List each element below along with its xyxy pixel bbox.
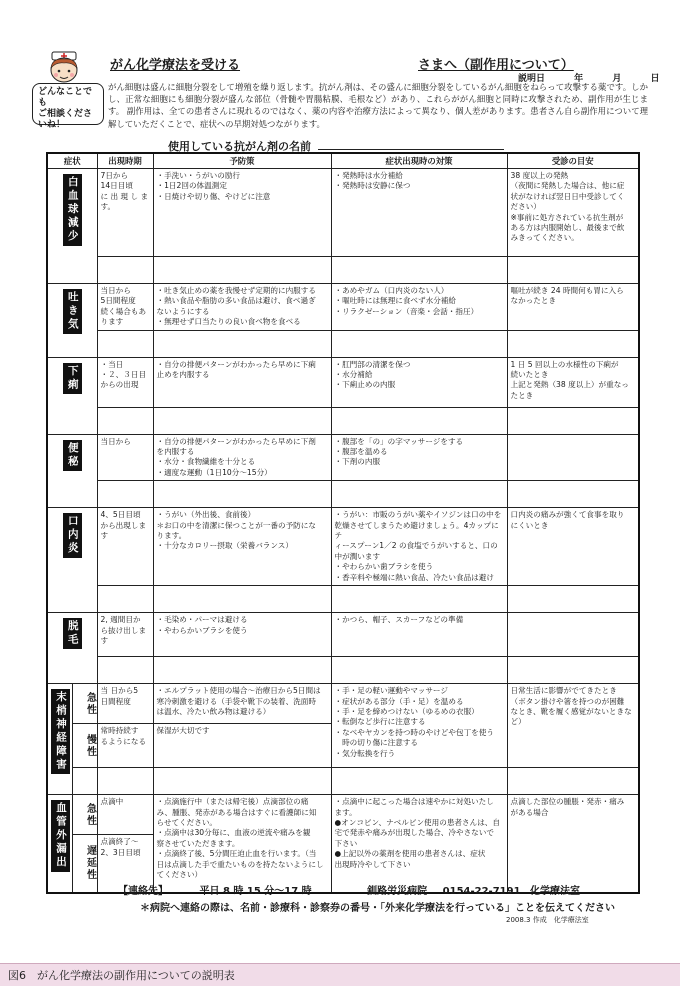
cell-line: ・下剤の内服 (334, 457, 381, 467)
blank-cell[interactable] (153, 407, 331, 434)
cell-line: ります。 (156, 531, 187, 541)
cell-line: ・下痢止めの内服 (334, 380, 396, 390)
cell-line: なかったとき (510, 296, 557, 306)
blank-cell[interactable] (507, 657, 639, 684)
blank-row (47, 657, 639, 684)
blank-cell[interactable] (72, 768, 97, 795)
contact-label: 【連絡先】 (118, 886, 168, 897)
hospital-name: 釧路労災病院 (367, 886, 428, 897)
blank-cell[interactable] (97, 481, 153, 508)
table-body (47, 169, 639, 893)
cell-line: 当日から (100, 286, 131, 295)
blank-cell[interactable] (507, 257, 639, 284)
prevention-cell (153, 284, 331, 331)
cell-line: るようになる (100, 736, 147, 746)
cell-line: ・やわらかいブラシを使う (156, 625, 248, 635)
header-prevention: 予防策 (153, 153, 331, 169)
blank-cell[interactable] (331, 657, 507, 684)
symptom-label: 下痢 (63, 363, 82, 394)
blank-cell[interactable] (331, 257, 507, 284)
prevention-cell (153, 169, 331, 257)
symptom-cell (47, 508, 97, 613)
speech-bubble (32, 83, 104, 130)
blank-row (47, 768, 639, 795)
cell-line: ・症状がある部分（手・足）を温める (334, 696, 464, 706)
header-visit: 受診の目安 (507, 153, 639, 169)
acute-label: 急性 (72, 795, 97, 835)
cell-line: 4、5日目頃 (100, 510, 141, 520)
symptom-cell (47, 357, 97, 434)
symptom-cell (47, 795, 72, 893)
cell-line: ・点滴中は30分毎に、血液の逆流や痛みを観 (156, 828, 311, 838)
blank-cell[interactable] (97, 586, 153, 613)
blank-row (47, 257, 639, 284)
blank-cell[interactable] (331, 407, 507, 434)
symptom-cell (47, 434, 97, 508)
date-year: 年 (574, 74, 584, 84)
cell-line: ・エルプラット使用の場合〜治療日から5日間は (156, 686, 321, 696)
cell-line: ・発熱時は安静に保つ (334, 181, 411, 191)
table-row (47, 284, 639, 331)
cell-line: （ボタン掛けや箸を持つのが困難 (510, 696, 625, 706)
cell-line: 止めを内服する (156, 370, 210, 380)
action-cell (331, 613, 507, 657)
table-row (47, 684, 639, 724)
symptom-label: 吐き気 (63, 289, 82, 334)
cell-line: ・自分の排便パターンがわかったら早めに下剤 (156, 436, 316, 446)
timing-cell (97, 284, 153, 331)
cell-line: 寒冷刺激を避ける（手袋や靴下の装着、洗面時 (156, 696, 316, 706)
blank-cell[interactable] (97, 768, 153, 795)
cell-line: 下さい (334, 838, 358, 848)
cell-line: ある方は内服開始し、最後まで飲 (510, 223, 625, 233)
intro-paragraph: がん細胞は盛んに細胞分裂をして増殖を繰り返します。抗がん剤は、その盛んに細胞分裂をしているがん細胞をねらって攻撃する薬です。しかし、正常な細胞にも細胞分裂が盛んな部位（骨髄や胃腸粘膜、毛根など）があり、これらががん細胞と同時に攻撃されため、副作用が生じます。 副作用は、全ての患者さんに現れるのではなく、薬の内容や治療方法によって異なり、個人差があります。患者さん自ら副作用について理解していただくことで、症状への早期対処つながります。 (108, 82, 648, 129)
visit-cell (507, 684, 639, 768)
title-left: がん化学療法を受ける (110, 58, 241, 73)
symptom-cell (47, 684, 72, 795)
action-cell (331, 508, 507, 586)
cell-line: 5日間程度 (100, 296, 136, 306)
prevention-cell (153, 508, 331, 586)
cell-line: 保湿が大切です (156, 726, 210, 736)
cell-line: 常時持続す (100, 726, 139, 736)
cell-line: ・うがい（外出後、食前後） (156, 510, 256, 520)
nurse-mascot-icon (34, 48, 94, 88)
timing-cell (97, 724, 153, 768)
timing-cell (97, 613, 153, 657)
cell-line: ります (100, 317, 124, 327)
symptom-cell (47, 613, 97, 684)
cell-line: 日は点滴した手で重たいものを持たないようにし (156, 859, 324, 869)
cell-line: たとき (510, 390, 534, 400)
visit-cell (507, 357, 639, 407)
blank-cell[interactable] (153, 330, 331, 357)
visit-cell (507, 434, 639, 481)
cell-line: 上記と発熱（38 度以上）が重なっ (510, 380, 629, 390)
symptom-label: 白血球減少 (63, 174, 82, 246)
date-day: 日 (650, 74, 660, 84)
cell-line: ・嘔吐時には無理に食べず水分補給 (334, 296, 456, 306)
cell-line: ・無理せず口当たりの良い食べ物を食べる (156, 317, 301, 327)
blank-cell[interactable] (507, 481, 639, 508)
action-cell (331, 684, 507, 768)
timing-cell (97, 795, 153, 835)
blank-row (47, 330, 639, 357)
contact-line (118, 882, 580, 897)
cell-line: ●オンコビン、ナベルビン使用の患者さんは、自 (334, 817, 500, 827)
cell-line: 2、3日目頃 (100, 847, 141, 857)
cell-line: ・手洗い・うがいの励行 (156, 171, 241, 180)
blank-cell[interactable] (153, 768, 331, 795)
blank-cell[interactable] (97, 330, 153, 357)
blank-row (47, 586, 639, 613)
title-right: さまへ（副作用について） (418, 58, 574, 73)
chronic-label: 慢性 (72, 724, 97, 768)
timing-cell (97, 684, 153, 724)
cell-line: ・熱い食品や脂肪の多い食品は避け、食べ過ぎ (156, 296, 316, 306)
visit-cell (507, 284, 639, 331)
cell-line: ・水分・食物繊維を十分とる (156, 457, 256, 467)
blank-cell[interactable] (153, 481, 331, 508)
contact-hours: 平日 8 時 15 分〜17 時 (199, 886, 312, 897)
cell-line: なとき、靴を履く感覚がないときな (510, 706, 632, 716)
cell-line: ・点滴終了後、5分間圧迫止血を行います。（当 (156, 849, 317, 859)
prevention-cell (153, 684, 331, 724)
table-row (47, 795, 639, 835)
cell-line: 当 日から5 (100, 686, 139, 696)
symptom-label: 脱毛 (63, 618, 82, 649)
cell-line: にくいとき (510, 520, 549, 530)
cell-line: す (100, 635, 109, 645)
cell-line: す (100, 531, 109, 541)
cell-line: み、腫脹、発赤がある場合はすぐに看護師に知 (156, 807, 317, 817)
table-row (47, 357, 639, 407)
prevention-cell (153, 613, 331, 657)
blank-cell[interactable] (97, 257, 153, 284)
cell-line: てください） (156, 869, 203, 879)
cell-line: ・香辛料や極端に熱い食品、冷たい食品は避け (334, 572, 494, 582)
cell-line: ・腹部を「の」の字マッサージをする (334, 436, 464, 446)
cell-line: ・吐き気止めの薬を我慢せず定期的に内服する (156, 286, 316, 295)
symptom-label: 口内炎 (63, 513, 82, 558)
action-cell (331, 795, 507, 893)
cell-line: ・点滴施行中（または帰宅後）点滴部位の痛 (156, 797, 309, 807)
blank-cell[interactable] (507, 586, 639, 613)
cell-line: ・水分補給 (334, 370, 373, 380)
cell-line: ＊お口の中を清潔に保つことが一番の予防にな (156, 520, 316, 530)
cell-line: ィースプーン1／2 の食塩でうがいすると、口の (334, 541, 498, 551)
cell-line: ・腹部を温める (334, 447, 388, 457)
cell-line: 嘔吐が続き 24 時間何も胃に入ら (510, 286, 624, 295)
cell-line: ・発熱時は水分補給 (334, 171, 403, 180)
cell-line: 7日から (100, 171, 129, 180)
timing-cell (97, 169, 153, 257)
cell-line: ださい） (510, 202, 541, 212)
cell-line: 状がなければ翌日日中受診してく (510, 191, 625, 201)
acute-label: 急性 (72, 684, 97, 724)
prevention-cell (153, 434, 331, 481)
cell-line: 日常生活に影響がでてきたとき (510, 686, 617, 696)
timing-cell (97, 357, 153, 407)
cell-line: 点滴中 (100, 797, 124, 807)
blank-cell[interactable] (331, 481, 507, 508)
cell-line: から出現しま (100, 520, 147, 530)
cell-line: す。 (100, 202, 116, 212)
blank-cell[interactable] (97, 407, 153, 434)
blank-cell[interactable] (507, 330, 639, 357)
cell-line: ・２、３日目 (100, 370, 147, 380)
drug-name-label: 使用している抗がん剤の名前 (168, 140, 311, 153)
cell-line: ※事前に処方されている抗生剤が (510, 212, 624, 222)
table-row (47, 508, 639, 586)
visit-cell (507, 613, 639, 657)
blank-cell[interactable] (153, 586, 331, 613)
cell-line: 口内炎の痛みが強くて食事を取り (510, 510, 625, 520)
cell-line: ど） (510, 717, 526, 727)
visit-cell (507, 169, 639, 257)
cell-line: ・1日2回の体温測定 (156, 181, 227, 191)
cell-line: ・なべやヤカンを持つ時のやけどや包丁を使う (334, 727, 494, 737)
timing-cell (97, 508, 153, 586)
blank-cell[interactable] (97, 657, 153, 684)
visit-cell (507, 508, 639, 586)
cell-line: ・日焼けや切り傷、やけどに注意 (156, 191, 271, 201)
cell-line: 当日から (100, 436, 131, 446)
cell-line: 出現時冷やして下さい (334, 859, 411, 869)
cell-line: ・あめやガム（口内炎のない人） (334, 286, 449, 295)
blank-cell[interactable] (153, 257, 331, 284)
cell-line: 点滴した部位の腫脹・発赤・痛み (510, 797, 625, 807)
timing-cell (97, 434, 153, 481)
prevention-cell (153, 724, 331, 768)
cell-line: ●上記以外の薬剤を使用の患者さんは、症状 (334, 849, 486, 859)
header-timing: 出現時期 (97, 153, 153, 169)
symptom-cell (47, 284, 97, 358)
visit-cell (507, 795, 639, 893)
cell-line: がある場合 (510, 807, 549, 817)
cell-line: 宅で発赤や痛みが出現した場合、冷やさないで (334, 828, 494, 838)
cell-line: ・自分の排便パターンがわかったら早めに下痢 (156, 359, 316, 369)
cell-line: 乾燥させてしまうため避けましょう。4カップにテ (334, 520, 499, 541)
cell-line: を内服する (156, 447, 195, 457)
cell-line: ・かつら、帽子、スカーフなどの準備 (334, 615, 464, 625)
action-cell (331, 169, 507, 257)
cell-line: ・リラクゼーション（音楽・会話・指圧） (334, 306, 479, 316)
phone-number: 0154-22-7191 (442, 886, 521, 897)
blank-cell[interactable] (331, 586, 507, 613)
blank-cell[interactable] (507, 768, 639, 795)
cell-line: ・点滴中に起こった場合は速やかに対処いたし (334, 797, 494, 807)
cell-line: 日間程度 (100, 696, 131, 706)
cell-line: ます。 (334, 807, 357, 817)
prevention-cell (153, 357, 331, 407)
department-name: 化学療法室 (530, 886, 581, 897)
delayed-label: 遅延性 (72, 835, 97, 893)
blank-row (47, 407, 639, 434)
cell-line: ・毛染め・パーマは避ける (156, 615, 248, 625)
cell-line: 察させていただきます。 (156, 838, 240, 848)
blank-row (47, 481, 639, 508)
cell-line: 時の切り傷に注意する (334, 738, 419, 748)
cell-line: （夜間に発熱した場合は、他に症 (510, 181, 625, 191)
symptom-label: 便秘 (63, 440, 82, 471)
cell-line: ・転倒など歩行に注意する (334, 717, 426, 727)
cell-line: みきってください。 (510, 233, 579, 243)
cell-line: ・うがい：市販のうがい薬やイソジンは口の中を (334, 510, 502, 520)
cell-line: 続いたとき (510, 370, 549, 380)
cell-line: ・適度な運動（1日10分〜15分） (156, 467, 272, 477)
cell-line: 続く場合もあ (100, 306, 147, 316)
header-action: 症状出現時の対策 (331, 153, 507, 169)
cell-line: 中が潤います (334, 551, 381, 561)
cell-line: 38 度以上の発熱 (510, 171, 569, 180)
blank-cell[interactable] (153, 657, 331, 684)
date-label: 説明日 (518, 74, 546, 84)
symptom-cell (47, 169, 97, 284)
bubble-line: どんなことでも (38, 87, 93, 108)
date-month: 月 (612, 74, 622, 84)
table-row (47, 613, 639, 657)
prevention-cell (153, 795, 331, 893)
cell-line: ・肛門部の清潔を保つ (334, 359, 411, 369)
cell-line: に 出 現 し ま (100, 191, 149, 201)
cell-line: は温水、冷たい飲み物は避ける） (156, 706, 271, 716)
created-note: 2008.3 作成 化学療法室 (506, 916, 589, 924)
symptom-label: 血管外漏出 (51, 800, 70, 872)
contact-notice: ＊病院へ連絡の際は、名前・診療科・診察券の番号・「外来化学療法を行っている」ことを伝えてください (140, 903, 615, 914)
cell-line: ・手・足を締めつけない（ゆるめの衣服） (334, 706, 479, 716)
symptom-label: 末梢神経障害 (51, 689, 70, 774)
action-cell (331, 434, 507, 481)
blank-cell[interactable] (331, 330, 507, 357)
cell-line: 点滴終了〜 (100, 837, 139, 847)
cell-line: ・手・足の軽い運動やマッサージ (334, 686, 448, 696)
bubble-line: いね！ (38, 120, 66, 130)
side-effects-table (46, 152, 640, 894)
cell-line: ・十分なカロリー摂取（栄養バランス） (156, 541, 293, 551)
action-cell (331, 357, 507, 407)
cell-line: からの出現 (100, 380, 139, 390)
cell-line: ・気分転換を行う (334, 748, 396, 758)
blank-cell[interactable] (507, 407, 639, 434)
cell-line: 14日目頃 (100, 181, 133, 191)
figure-caption: 図6 がん化学療法の副作用についての説明表 (0, 963, 680, 986)
cell-line: ・やわらかい歯ブラシを使う (334, 562, 434, 572)
cell-line: 2, 週間目か (100, 615, 141, 625)
action-cell (331, 284, 507, 331)
drug-name-field[interactable] (318, 149, 504, 150)
header-symptom: 症状 (47, 153, 97, 169)
cell-line: 1 日 5 回以上の水様性の下痢が (510, 359, 619, 369)
blank-cell[interactable] (331, 768, 507, 795)
table-row (47, 169, 639, 257)
table-row (47, 434, 639, 481)
bubble-line: ご相談くださ (38, 109, 93, 119)
cell-line: ないようにする (156, 306, 210, 316)
cell-line: らせてください。 (156, 817, 218, 827)
cell-line: ら抜け出しま (100, 625, 147, 635)
cell-line: ・当日 (100, 359, 124, 369)
